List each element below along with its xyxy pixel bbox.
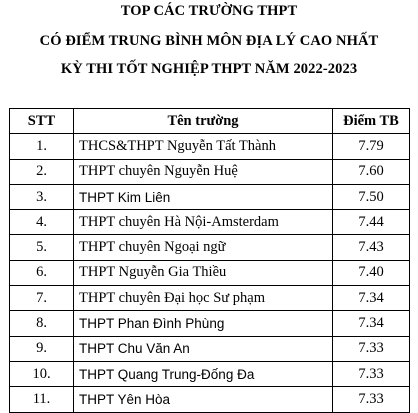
table-header-row: [10, 109, 410, 134]
row-school-name: THPT Phan Đình Phùng: [74, 311, 333, 336]
row-school-name: THPT Kim Liên: [74, 184, 333, 209]
table-row: [10, 286, 410, 311]
row-score: 7.79: [333, 134, 410, 159]
row-school-name: THPT Chu Văn An: [74, 336, 333, 361]
table-row: [10, 361, 410, 386]
row-score: 7.44: [333, 210, 410, 235]
row-score: 7.50: [333, 184, 410, 209]
row-school-name: THPT chuyên Nguyễn Huệ: [74, 159, 333, 184]
row-school-name: THPT Quang Trung-Đống Đa: [74, 361, 333, 386]
row-stt: 9.: [10, 336, 74, 361]
table-row: [10, 134, 410, 159]
table-row: [10, 184, 410, 209]
table-row: [10, 210, 410, 235]
row-school-name: THPT chuyên Đại học Sư phạm: [74, 286, 333, 311]
table-row: [10, 311, 410, 336]
title-line-2: CÓ ĐIỂM TRUNG BÌNH MÔN ĐỊA LÝ CAO NHẤT: [39, 33, 379, 49]
row-school-name: THPT Yên Hòa: [74, 387, 333, 412]
row-stt: 1.: [10, 134, 74, 159]
table-row: [10, 260, 410, 285]
header-score: Điểm TB: [333, 109, 410, 134]
school-ranking-table: [9, 108, 410, 413]
row-score: 7.34: [333, 311, 410, 336]
row-score: 7.34: [333, 286, 410, 311]
row-score: 7.43: [333, 235, 410, 260]
title-line-1: TOP CÁC TRƯỜNG THPT: [120, 3, 298, 19]
table-row: [10, 387, 410, 412]
table-row: [10, 336, 410, 361]
header-stt: STT: [10, 109, 74, 134]
row-score: 7.33: [333, 336, 410, 361]
row-score: 7.60: [333, 159, 410, 184]
title-line-3: KỲ THI TỐT NGHIỆP THPT NĂM 2022-2023: [60, 61, 358, 77]
row-stt: 5.: [10, 235, 74, 260]
table-row: [10, 235, 410, 260]
row-stt: 3.: [10, 184, 74, 209]
header-school-name: Tên trường: [74, 109, 333, 134]
row-score: 7.40: [333, 260, 410, 285]
row-school-name: THCS&THPT Nguyễn Tất Thành: [74, 134, 333, 159]
row-school-name: THPT chuyên Ngoại ngữ: [74, 235, 333, 260]
row-stt: 7.: [10, 286, 74, 311]
row-stt: 11.: [10, 387, 74, 412]
row-score: 7.33: [333, 387, 410, 412]
row-stt: 4.: [10, 210, 74, 235]
table-row: [10, 159, 410, 184]
row-stt: 6.: [10, 260, 74, 285]
row-school-name: THPT chuyên Hà Nội-Amsterdam: [74, 210, 333, 235]
row-stt: 8.: [10, 311, 74, 336]
row-score: 7.33: [333, 361, 410, 386]
row-stt: 10.: [10, 361, 74, 386]
row-stt: 2.: [10, 159, 74, 184]
row-school-name: THPT Nguyễn Gia Thiều: [74, 260, 333, 285]
